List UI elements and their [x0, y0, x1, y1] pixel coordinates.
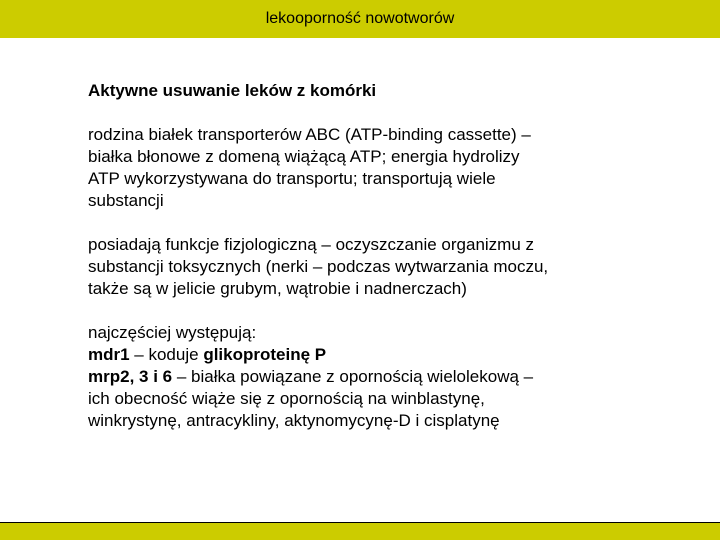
- glycoprotein-p: glikoproteinę P: [203, 345, 327, 364]
- text-line: rodzina białek transporterów ABC (ATP-binding cassette) –: [88, 125, 531, 144]
- text-line: ich obecność wiąże się z opornością na winblastynę,: [88, 389, 485, 408]
- text-line: posiadają funkcje fizjologiczną – oczyszczanie organizmu z: [88, 235, 535, 254]
- text-line: ATP wykorzystywana do transportu; transportują wiele: [88, 169, 496, 188]
- header-bar: [0, 0, 720, 38]
- text-line: substancji toksycznych (nerki – podczas wytwarzania moczu,: [88, 257, 549, 276]
- paragraph-abc-transporters: [88, 124, 688, 212]
- text-line: także są w jelicie grubym, wątrobie i nadnerczach): [88, 279, 467, 298]
- mdr1-line: [88, 344, 688, 366]
- text-line: białka błonowe z domeną wiążącą ATP; energia hydrolizy: [88, 147, 520, 166]
- paragraph-physiological-function: [88, 234, 688, 300]
- mrp-line: [88, 366, 688, 388]
- text-line: najczęściej występują:: [88, 323, 257, 342]
- text-line: winkrystynę, antracykliny, aktynomycynę-D i cisplatynę: [88, 411, 500, 430]
- gene-mrp: mrp2, 3 i 6: [88, 367, 173, 386]
- slide-content: [88, 80, 688, 454]
- gene-mdr1: mdr1: [88, 345, 130, 364]
- mdr1-description: – koduje: [129, 345, 204, 364]
- footer-bar: [0, 522, 720, 540]
- slide-title: lekooporność nowotworów: [265, 10, 455, 27]
- paragraph-common-genes: [88, 322, 688, 432]
- mrp-description: – białka powiązane z opornością wielolekową –: [172, 367, 534, 386]
- text-line: substancji: [88, 191, 164, 210]
- section-heading: Aktywne usuwanie leków z komórki: [88, 81, 377, 100]
